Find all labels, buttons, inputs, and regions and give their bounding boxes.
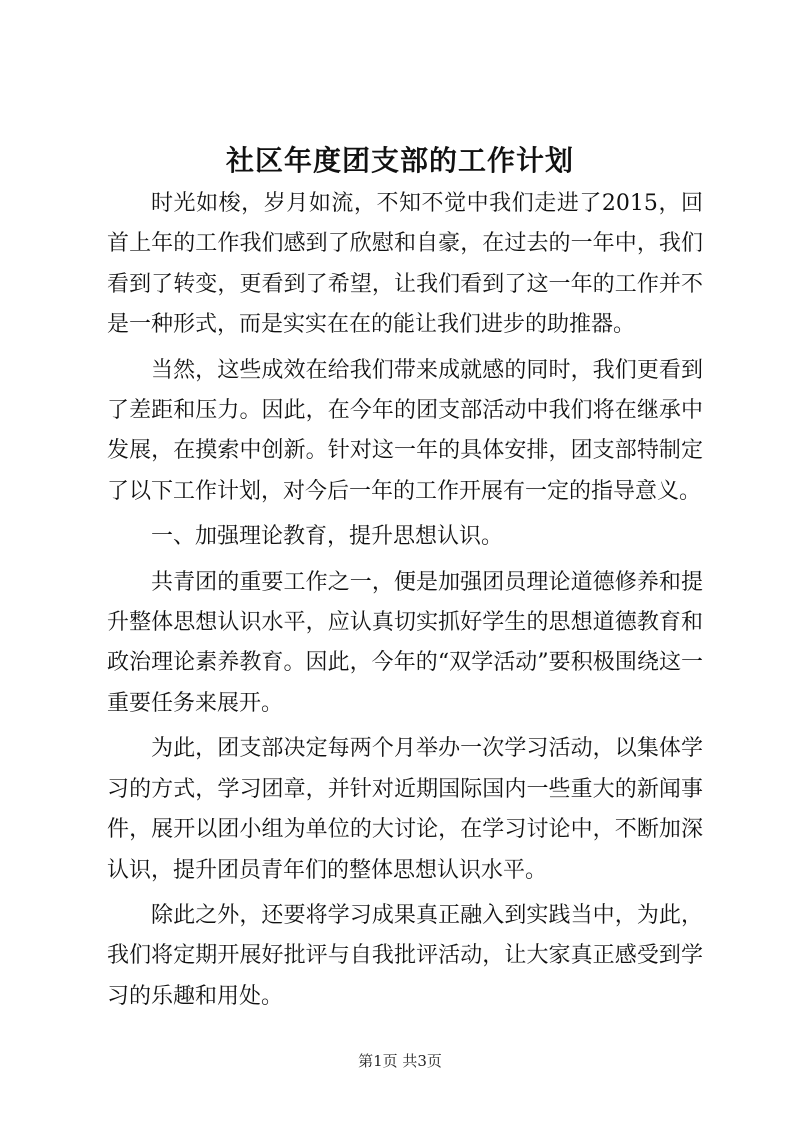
section-heading-theory-education: 一、加强理论教育，提升思想认识。 xyxy=(151,524,504,550)
page-number-footer: 第1页 共3页 xyxy=(358,1052,442,1070)
paragraph-intro: 时光如梭，岁月如流，不知不觉中我们走进了2015，回首上年的工作我们感到了欣慰和自豪，在过去的一年中，我们看到了转变，更看到了希望，让我们看到了这一年的工作并不是一种形式，而是实实在在的能让我们进步的助推器。 xyxy=(107,191,703,338)
paragraph-context: 当然，这些成效在给我们带来成就感的同时，我们更看到了差距和压力。因此，在今年的团支部活动中我们将在继承中发展，在摸索中创新。针对这一年的具体安排，团支部特制定了以下工作计划，对今后一年的工作开展有一定的指导意义。 xyxy=(107,357,703,504)
document-title: 社区年度团支部的工作计划 xyxy=(225,144,574,177)
paragraph-league-work: 共青团的重要工作之一，便是加强团员理论道德修养和提升整体思想认识水平，应认真切实抓好学生的思想道德教育和政治理论素养教育。因此，今年的“双学活动”要积极围绕这一重要任务来展开。 xyxy=(107,569,703,716)
document-body xyxy=(107,184,703,1022)
paragraph-practice: 除此之外，还要将学习成果真正融入到实践当中，为此，我们将定期开展好批评与自我批评活动，让大家真正感受到学习的乐趣和用处。 xyxy=(107,902,703,1009)
paragraph-study-plan: 为此，团支部决定每两个月举办一次学习活动，以集体学习的方式，学习团章，并针对近期国际国内一些重大的新闻事件，展开以团小组为单位的大讨论，在学习讨论中，不断加深认识，提升团员青年们的整体思想认识水平。 xyxy=(107,736,703,883)
